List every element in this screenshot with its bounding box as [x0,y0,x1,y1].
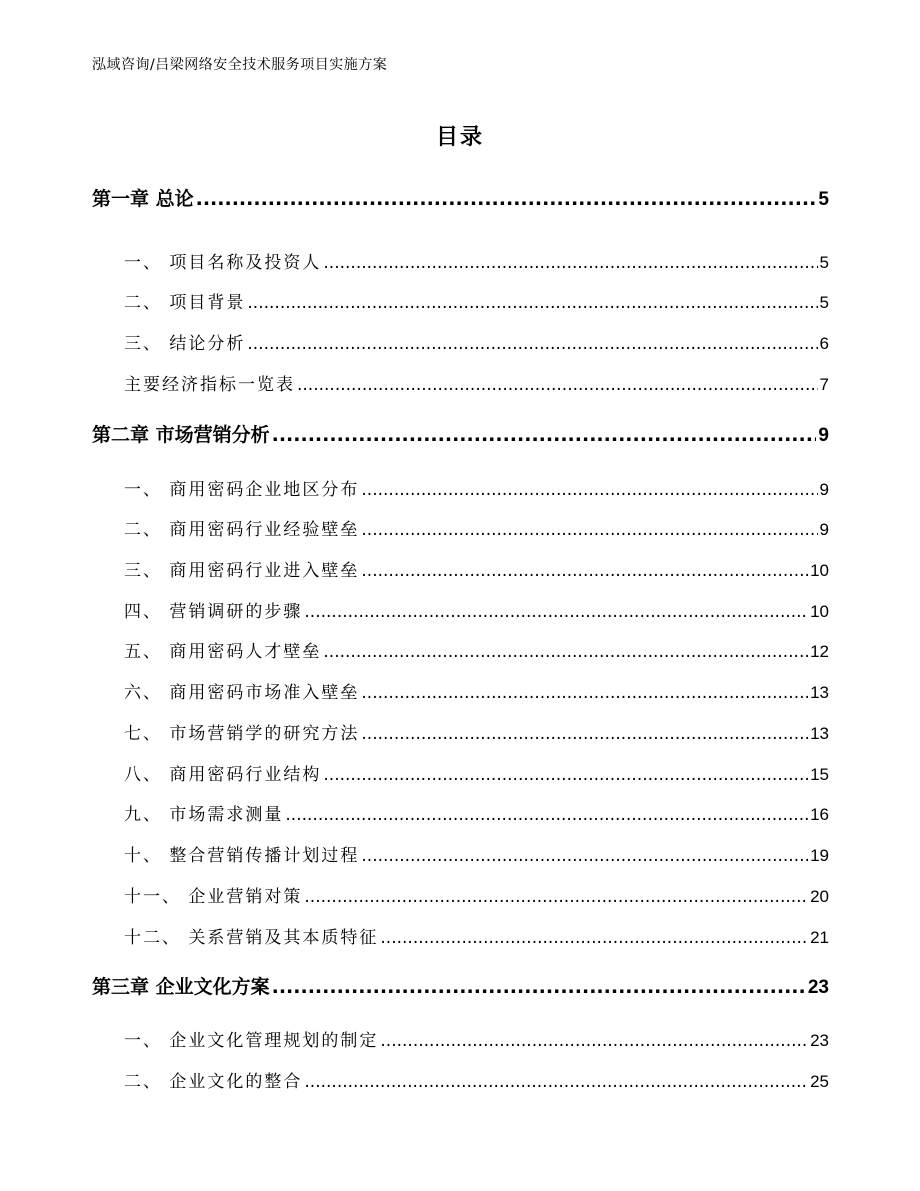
toc-entry-label: 主要经济指标一览表 [124,375,295,395]
toc-entry-label: 一、 项目名称及投资人 [124,253,322,273]
toc-leader-dots [380,928,808,948]
toc-entry[interactable] [124,882,829,907]
toc-entry-page: 13 [810,724,829,743]
toc-leader-dots [272,976,806,998]
toc-entry-page: 25 [810,1072,829,1091]
toc-entry[interactable] [124,760,829,785]
toc-entry-label: 四、 营销调研的步骤 [124,602,303,622]
toc-entry[interactable] [124,556,829,581]
toc-entry-label: 八、 商用密码行业结构 [124,765,322,785]
toc-entry-label: 三、 商用密码行业进入壁垒 [124,561,360,581]
toc-entry-label: 第二章 市场营销分析 [92,424,270,446]
toc-leader-dots [361,480,817,500]
toc-entry-page: 16 [810,805,829,824]
toc-leader-dots [323,642,808,662]
toc-entry[interactable] [124,597,829,622]
toc-entry-label: 五、 商用密码人才壁垒 [124,642,322,662]
toc-entry-label: 二、 商用密码行业经验壁垒 [124,520,360,540]
toc-entry-label: 二、 企业文化的整合 [124,1072,303,1092]
toc-leader-dots [323,765,808,785]
toc-leader-dots [361,683,808,703]
toc-entry-page: 5 [818,189,829,210]
toc-entry[interactable] [92,972,829,999]
toc-entry-page: 5 [819,293,829,312]
toc-leader-dots [272,424,817,446]
toc-leader-dots [304,602,808,622]
toc-entry-label: 一、 企业文化管理规划的制定 [124,1031,379,1051]
toc-entry-label: 九、 市场需求测量 [124,805,284,825]
toc-entry[interactable] [124,719,829,744]
toc-entry[interactable] [124,637,829,662]
toc-entry-label: 第一章 总论 [92,188,194,210]
toc-entry-page: 5 [819,253,829,272]
toc-leader-dots [361,724,808,744]
toc-leader-dots [285,805,808,825]
toc-entry[interactable] [124,800,829,825]
toc-entry[interactable] [92,184,829,211]
toc-leader-dots [361,846,808,866]
toc-leader-dots [304,1072,808,1092]
toc-entry-page: 10 [810,602,829,621]
running-header: 泓域咨询/吕梁网络安全技术服务项目实施方案 [92,57,388,73]
toc-entry[interactable] [124,288,829,313]
toc-entry-page: 9 [818,425,829,446]
toc-entry[interactable] [124,678,829,703]
toc-entry[interactable] [124,1026,829,1051]
toc-entry-label: 十一、 企业营销对策 [124,887,303,907]
toc-entry-page: 6 [819,334,829,353]
toc-entry-page: 9 [819,480,829,499]
toc-leader-dots [247,293,817,313]
toc-entry-page: 7 [819,375,829,394]
toc-leader-dots [247,334,817,354]
toc-entry-label: 第三章 企业文化方案 [92,976,270,998]
toc-entry-page: 10 [810,561,829,580]
toc-entry[interactable] [124,475,829,500]
toc-entry-label: 二、 项目背景 [124,293,246,313]
toc-entry-page: 12 [810,642,829,661]
toc-entry[interactable] [124,329,829,354]
toc-entry-label: 十、 整合营销传播计划过程 [124,846,360,866]
toc-leader-dots [361,561,808,581]
toc-entry-page: 21 [810,928,829,947]
toc-entry-page: 23 [807,977,829,998]
toc-entry-page: 19 [810,846,829,865]
toc-entry-page: 9 [819,520,829,539]
toc-leader-dots [196,188,817,210]
toc-entry[interactable] [124,1067,829,1092]
toc-entry-label: 三、 结论分析 [124,334,246,354]
toc-entry[interactable] [124,370,829,395]
toc-entry-page: 20 [810,887,829,906]
toc-entry-label: 六、 商用密码市场准入壁垒 [124,683,360,703]
toc-entry-page: 15 [810,765,829,784]
toc-leader-dots [304,887,808,907]
toc-leader-dots [323,253,817,273]
toc-leader-dots [380,1031,808,1051]
toc-entry-label: 十二、 关系营销及其本质特征 [124,928,379,948]
toc-entry[interactable] [124,841,829,866]
toc-entry[interactable] [92,420,829,447]
toc-entry-label: 七、 市场营销学的研究方法 [124,724,360,744]
toc-entry-label: 一、 商用密码企业地区分布 [124,480,360,500]
toc-leader-dots [297,375,818,395]
toc-entry[interactable] [124,248,829,273]
toc-entry[interactable] [124,515,829,540]
toc-entry-page: 23 [810,1031,829,1050]
toc-title: 目录 [435,125,484,150]
toc-leader-dots [361,520,817,540]
toc-entry[interactable] [124,923,829,948]
toc-entry-page: 13 [810,683,829,702]
